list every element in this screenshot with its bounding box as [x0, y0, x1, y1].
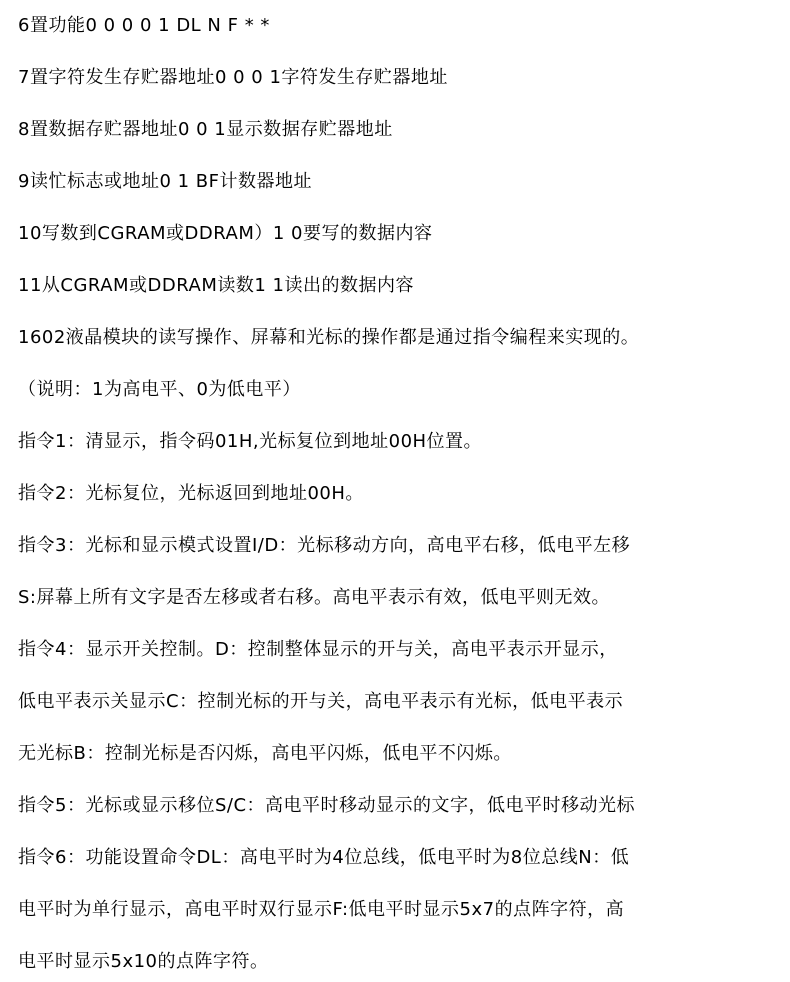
text-line-12: S:屏幕上所有文字是否左移或者右移。高电平表示有效，低电平则无效。 — [18, 587, 610, 608]
text-line-9: 指令1：清显示，指令码01H,光标复位到地址00H位置。 — [18, 431, 483, 452]
text-line-5: 10写数到CGRAM或DDRAM）1 0要写的数据内容 — [18, 223, 433, 244]
text-line-15: 无光标B：控制光标是否闪烁，高电平闪烁，低电平不闪烁。 — [18, 743, 512, 764]
text-line-13: 指令4：显示开关控制。D：控制整体显示的开与关，高电平表示开显示， — [18, 639, 618, 660]
text-line-17: 指令6：功能设置命令DL：高电平时为4位总线，低电平时为8位总线N：低 — [18, 847, 630, 868]
text-line-6: 11从CGRAM或DDRAM读数1 1读出的数据内容 — [18, 275, 415, 296]
text-line-1: 6置功能0 0 0 0 1 DL N F * * — [18, 15, 270, 36]
text-line-10: 指令2：光标复位，光标返回到地址00H。 — [18, 483, 364, 504]
text-line-7: 1602液晶模块的读写操作、屏幕和光标的操作都是通过指令编程来实现的。 — [18, 327, 640, 348]
text-line-18: 电平时为单行显示，高电平时双行显示F:低电平时显示5x7的点阵字符，高 — [18, 899, 625, 920]
text-line-3: 8置数据存贮器地址0 0 1显示数据存贮器地址 — [18, 119, 393, 140]
text-line-2: 7置字符发生存贮器地址0 0 0 1字符发生存贮器地址 — [18, 67, 448, 88]
text-line-11: 指令3：光标和显示模式设置I/D：光标移动方向，高电平右移，低电平左移 — [18, 535, 631, 556]
text-line-14: 低电平表示关显示C：控制光标的开与关，高电平表示有光标，低电平表示 — [18, 691, 624, 712]
text-line-8: （说明：1为高电平、0为低电平） — [18, 379, 301, 400]
text-line-19: 电平时显示5x10的点阵字符。 — [18, 951, 269, 972]
text-line-16: 指令5：光标或显示移位S/C：高电平时移动显示的文字，低电平时移动光标 — [18, 795, 636, 816]
text-line-4: 9读忙标志或地址0 1 BF计数器地址 — [18, 171, 313, 192]
